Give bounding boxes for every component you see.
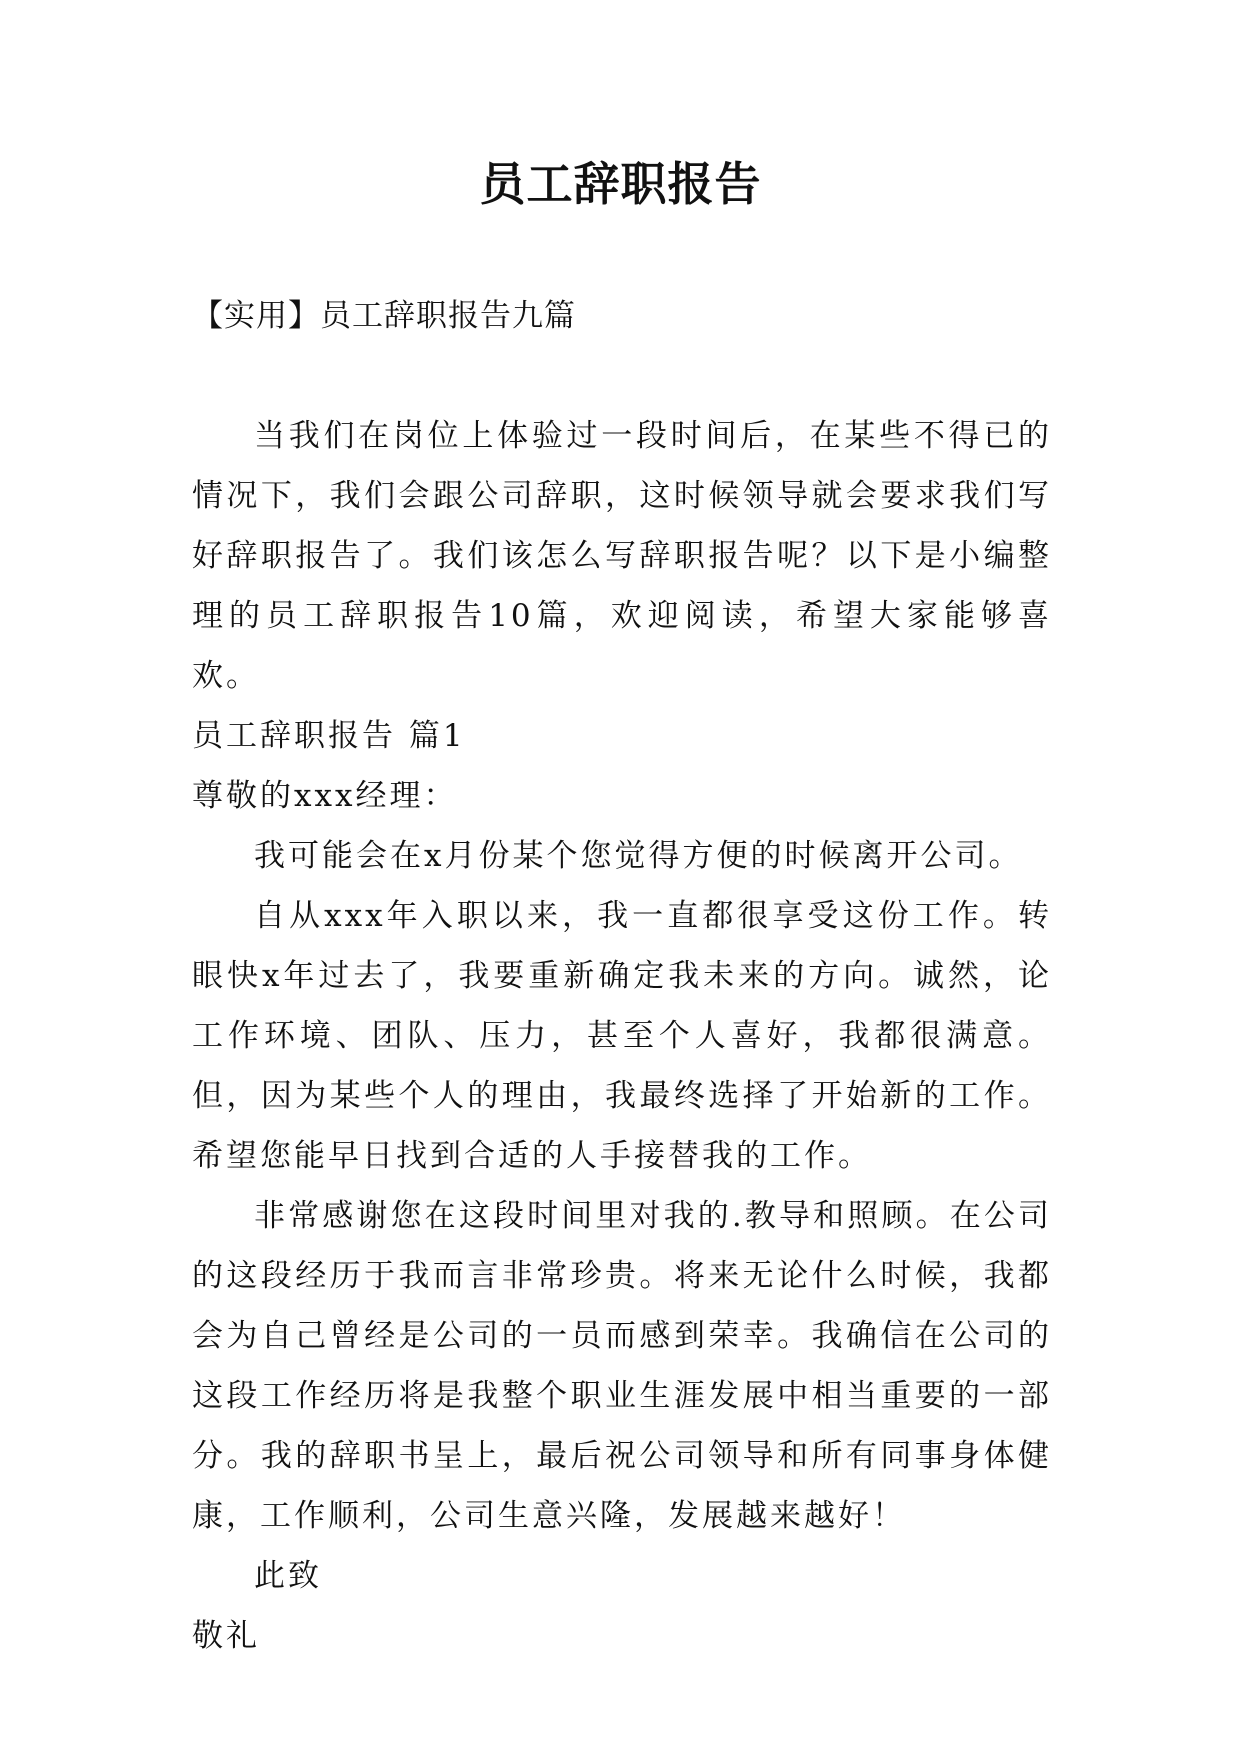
salutation: 尊敬的xxx经理： <box>192 778 458 814</box>
closing-salute: 敬礼 <box>192 1618 260 1654</box>
body-paragraph-2: 自从xxx年入职以来，我一直都很享受这份工作。转眼快x年过去了，我要重新确定我未来的方向。诚然，论工作环境、团队、压力，甚至个人喜好，我都很满意。但，因为某些个人的理由，我最终选择了开始新的工作。希望您能早日找到合适的人手接替我的工作。 <box>192 898 1052 1174</box>
body-paragraph-3: 非常感谢您在这段时间里对我的.教导和照顾。在公司的这段经历于我而言非常珍贵。将来无论什么时候，我都会为自己曾经是公司的一员而感到荣幸。我确信在公司的这段工作经历将是我整个职业生涯发展中相当重要的一部分。我的辞职书呈上，最后祝公司领导和所有同事身体健康，工作顺利，公司生意兴隆，发展越来越好！ <box>192 1198 1052 1534</box>
document-title: 员工辞职报告 <box>479 157 762 211</box>
intro-paragraph: 当我们在岗位上体验过一段时间后，在某些不得已的情况下，我们会跟公司辞职，这时候领导就会要求我们写好辞职报告了。我们该怎么写辞职报告呢？以下是小编整理的员工辞职报告10篇，欢迎阅读，希望大家能够喜欢。 <box>192 418 1052 694</box>
closing-phrase: 此致 <box>254 1558 322 1594</box>
body-paragraph-1: 我可能会在x月份某个您觉得方便的时候离开公司。 <box>254 838 1023 874</box>
section-heading: 员工辞职报告 篇1 <box>192 718 466 754</box>
document-body <box>192 406 1052 1666</box>
document-subtitle: 【实用】员工辞职报告九篇 <box>192 298 576 334</box>
